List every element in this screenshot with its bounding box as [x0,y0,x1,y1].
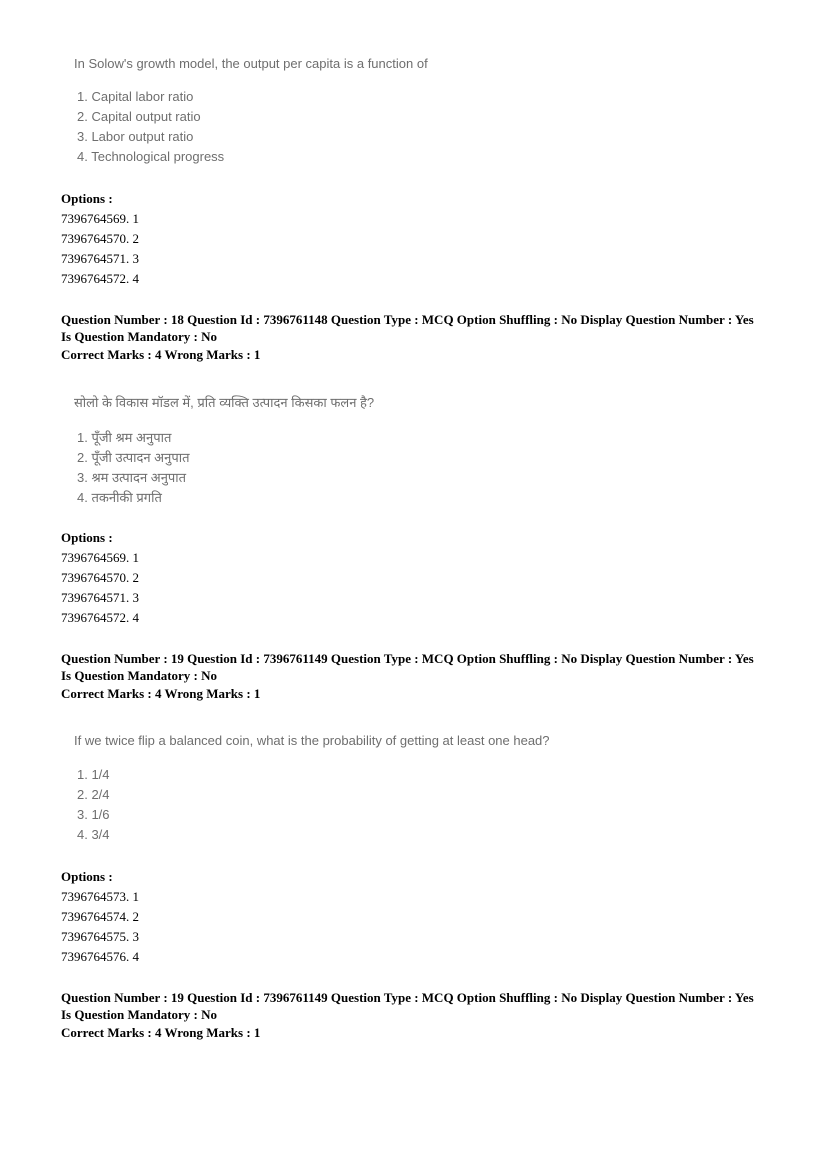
option-item: 7396764573. 1 [61,889,139,904]
options-label: Options : [61,869,113,884]
question-meta-line: Question Number : 19 Question Id : 7396761149 Question Type : MCQ Option Shuffling : No Display Question Number : Yes [61,651,754,666]
question-meta-line: Question Number : 18 Question Id : 7396761148 Question Type : MCQ Option Shuffling : No Display Question Number : Yes [61,312,754,327]
question-mandatory-line: Is Question Mandatory : No [61,1007,218,1022]
choice-item: 4. Technological progress [77,149,225,164]
question-image-solow-english [74,56,428,164]
choice-item: 2. पूँजी उत्पादन अनुपात [77,450,190,465]
question-image-solow-hindi [74,393,375,505]
option-item: 7396764570. 2 [61,570,139,585]
choice-item: 1. Capital labor ratio [77,89,194,104]
choice-item: 4. तकनीकी प्रगति [77,490,162,505]
choice-item: 1. 1/4 [77,767,110,782]
option-item: 7396764575. 3 [61,929,139,944]
marks-line: Correct Marks : 4 Wrong Marks : 1 [61,347,261,362]
option-item: 7396764571. 3 [61,251,139,266]
option-item: 7396764571. 3 [61,590,139,605]
question-image-coin-probability [74,733,550,842]
choice-item: 1. पूँजी श्रम अनुपात [77,430,172,445]
question-mandatory-line: Is Question Mandatory : No [61,329,218,344]
options-block [61,189,139,289]
question-meta-line: Question Number : 19 Question Id : 7396761149 Question Type : MCQ Option Shuffling : No Display Question Number : Yes [61,990,754,1005]
option-item: 7396764574. 2 [61,909,139,924]
option-item: 7396764572. 4 [61,271,139,286]
choice-item: 2. 2/4 [77,787,110,802]
question-mandatory-line: Is Question Mandatory : No [61,668,218,683]
choice-item: 3. Labor output ratio [77,129,194,144]
options-block [61,867,139,967]
option-item: 7396764576. 4 [61,949,139,964]
marks-line: Correct Marks : 4 Wrong Marks : 1 [61,1025,261,1040]
marks-line: Correct Marks : 4 Wrong Marks : 1 [61,686,261,701]
options-label: Options : [61,530,113,545]
question-text: In Solow's growth model, the output per capita is a function of [74,56,428,71]
question-text: If we twice flip a balanced coin, what is the probability of getting at least one head? [74,733,550,748]
option-item: 7396764570. 2 [61,231,139,246]
choice-item: 4. 3/4 [77,827,110,842]
options-label: Options : [61,191,113,206]
choice-item: 3. श्रम उत्पादन अनुपात [77,470,187,485]
option-item: 7396764569. 1 [61,550,139,565]
choice-item: 2. Capital output ratio [77,109,201,124]
question-text: सोलो के विकास मॉडल में, प्रति व्यक्ति उत्पादन किसका फलन है? [74,395,375,410]
option-item: 7396764572. 4 [61,610,139,625]
choice-item: 3. 1/6 [77,807,110,822]
options-block [61,528,139,628]
option-item: 7396764569. 1 [61,211,139,226]
